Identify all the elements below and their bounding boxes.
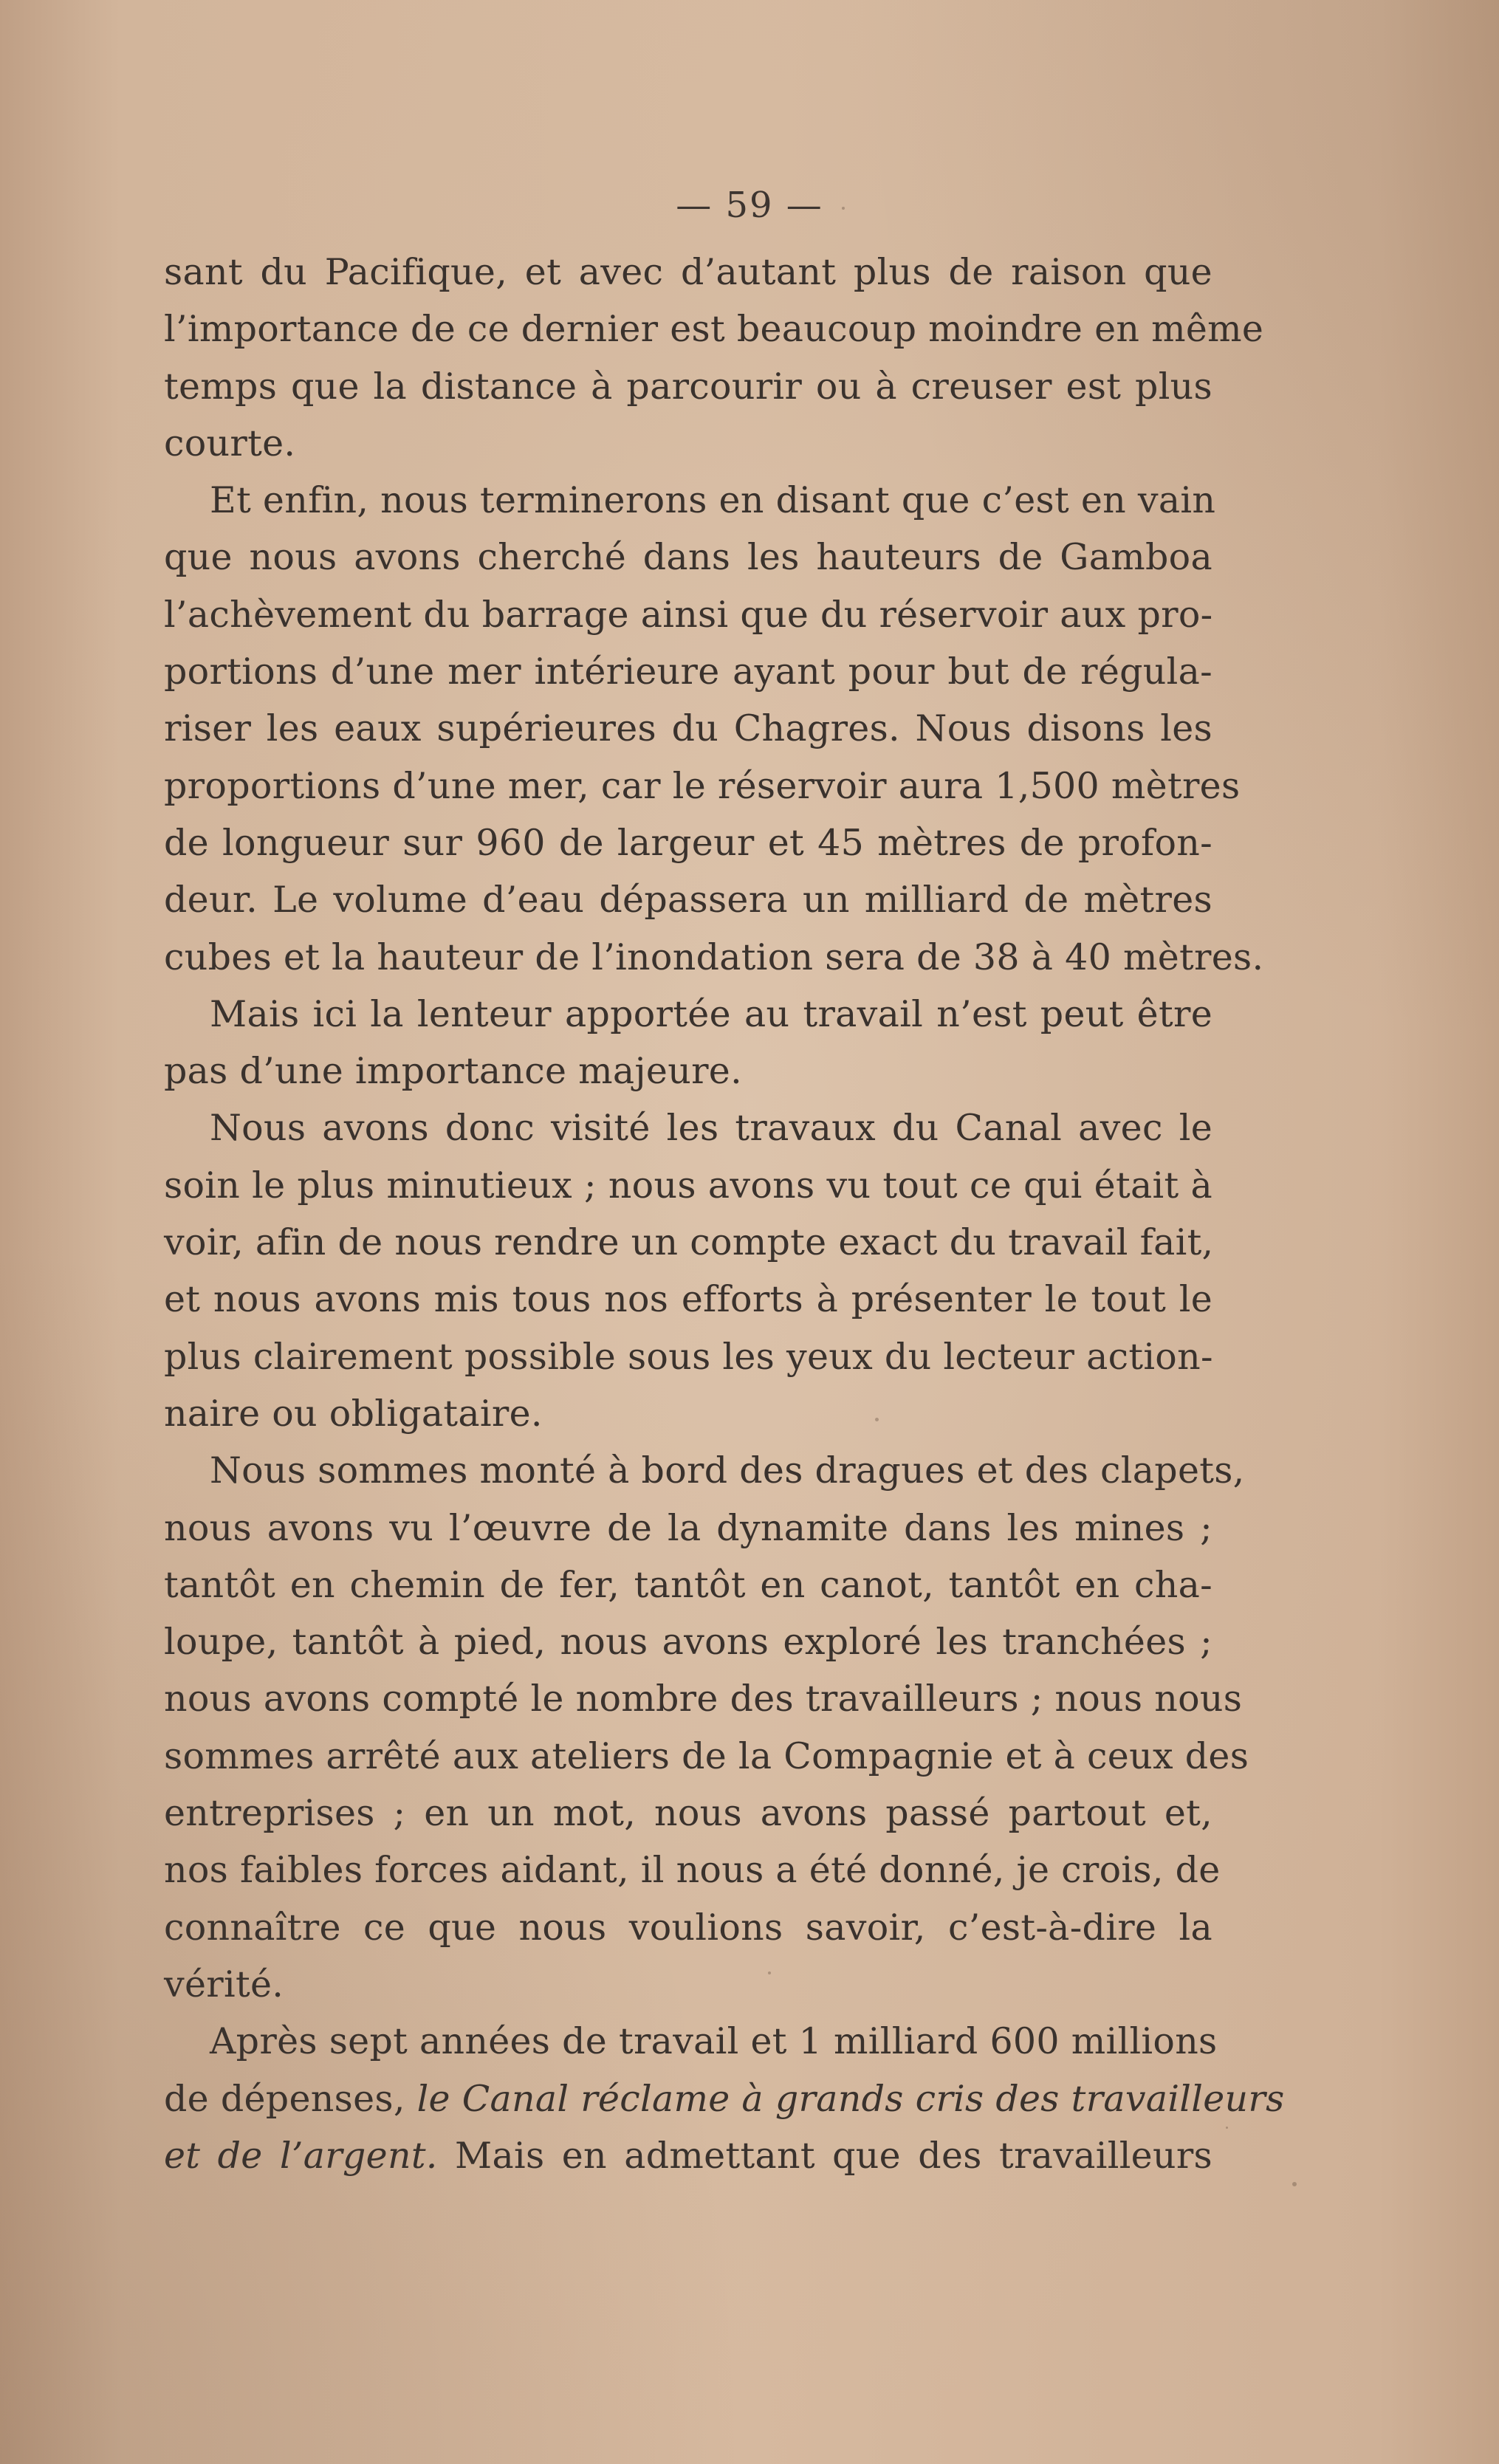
body-text — [164, 244, 1285, 2184]
text-line: courte. — [164, 422, 296, 464]
text-line: sant du Pacifique, et avec d’autant plus de raison que — [164, 251, 1212, 293]
text-line: que nous avons cherché dans les hauteurs de Gamboa — [164, 536, 1212, 579]
text-line: entreprises ; en un mot, nous avons passé partout et, — [164, 1792, 1212, 1835]
text-line: l’importance de ce dernier est beaucoup moindre en même — [164, 308, 1264, 351]
text-line: nos faibles forces aidant, il nous a été donné, je crois, de — [164, 1849, 1221, 1892]
text-line: sommes arrêté aux ateliers de la Compagnie et à ceux des — [164, 1734, 1249, 1777]
text-line: cubes et la hauteur de l’inondation sera de 38 à 40 mètres. — [164, 936, 1264, 978]
text-line: tantôt en chemin de fer, tantôt en canot, tantôt en cha- — [164, 1563, 1212, 1606]
text-line: Après sept années de travail et 1 milliard 600 millions — [210, 2020, 1218, 2063]
text-line: Nous sommes monté à bord des dragues et des clapets, — [210, 1449, 1245, 1492]
text-line: portions d’une mer intérieure ayant pour but de régula- — [164, 651, 1212, 693]
text-line: loupe, tantôt à pied, nous avons exploré les tranchées ; — [164, 1621, 1212, 1664]
text-line: nous avons compté le nombre des travailleurs ; nous nous — [164, 1678, 1243, 1720]
text-line — [164, 2070, 1285, 2127]
text-line: et nous avons mis tous nos efforts à présenter le tout le — [164, 1278, 1212, 1321]
text-line: plus clairement possible sous les yeux du lecteur action- — [164, 1335, 1213, 1378]
text-line: Mais ici la lenteur apportée au travail n’est peut être — [210, 992, 1212, 1035]
paper-speck — [1226, 2127, 1228, 2129]
text-run: de dépenses, — [164, 2077, 417, 2120]
paper-speck — [1292, 2182, 1297, 2186]
text-line: vérité. — [164, 1963, 284, 2005]
text-line: l’achèvement du barrage ainsi que du réservoir aux pro- — [164, 593, 1213, 636]
text-line: nous avons vu l’œuvre de la dynamite dans les mines ; — [164, 1506, 1212, 1549]
text-line: riser les eaux supérieures du Chagres. Nous disons les — [164, 707, 1212, 750]
text-line: deur. Le volume d’eau dépassera un milliard de mètres — [164, 879, 1212, 922]
text-line: voir, afin de nous rendre un compte exact du travail fait, — [164, 1221, 1214, 1264]
page-number: — 59 — — [676, 185, 823, 226]
text-line: Nous avons donc visité les travaux du Canal avec le — [210, 1107, 1212, 1150]
text-line: temps que la distance à parcourir ou à creuser est plus — [164, 365, 1212, 408]
text-line: connaître ce que nous voulions savoir, c’est-à-dire la — [164, 1906, 1212, 1949]
text-line: soin le plus minutieux ; nous avons vu tout ce qui était à — [164, 1164, 1212, 1207]
text-line — [164, 2127, 1212, 2184]
text-line: Et enfin, nous terminerons en disant que c’est en vain — [210, 479, 1216, 522]
italic-text-run: et de l’argent. — [164, 2134, 438, 2177]
text-run: Mais en admettant que des travailleurs — [437, 2134, 1212, 2177]
text-line: naire ou obligataire. — [164, 1392, 543, 1435]
text-line: pas d’une importance majeure. — [164, 1050, 742, 1093]
italic-text-run: le Canal réclame à grands cris des travailleurs — [416, 2077, 1285, 2120]
text-line: proportions d’une mer, car le réservoir aura 1,500 mètres — [164, 764, 1241, 807]
text-line: de longueur sur 960 de largeur et 45 mètres de profon- — [164, 821, 1212, 864]
